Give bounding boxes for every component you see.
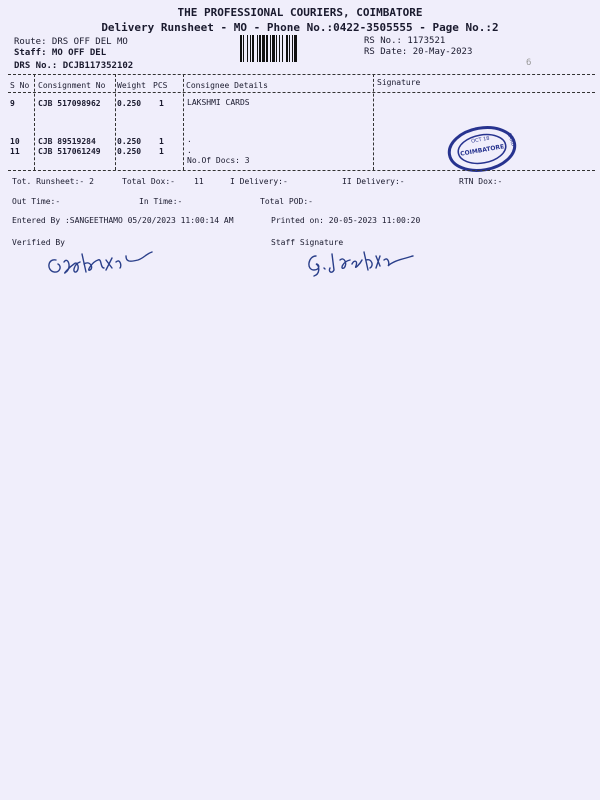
table-cell-consignment: CJB 517061249 [38, 147, 101, 156]
total-pod: Total POD:- [260, 197, 313, 206]
entered-by: Entered By :SANGEETHAMO 05/20/2023 11:00:14 AM [12, 216, 234, 225]
i-delivery: I Delivery:- [230, 177, 288, 186]
table-cell-consignee: . [187, 146, 192, 155]
table-cell-consignment: CJB 517098962 [38, 99, 101, 108]
col-header-pcs: PCS [153, 81, 168, 90]
table-cell-doc-count: No.Of Docs: 3 [187, 156, 250, 165]
svg-text:OCT 18: OCT 18 [470, 135, 491, 145]
route-label: Route: DRS OFF DEL MO [14, 37, 128, 47]
table-cell-sno: 10 [10, 137, 20, 146]
table-cell-consignee: . [187, 135, 192, 144]
col-divider [115, 74, 116, 170]
rubber-stamp [445, 125, 519, 173]
table-cell-consignment: CJB 89519284 [38, 137, 96, 146]
table-header-rule [8, 92, 595, 93]
staff-label: Staff: MO OFF DEL [14, 48, 107, 58]
rtn-dox: RTN Dox:- [459, 177, 503, 186]
printed-on: Printed on: 20-05-2023 11:00:20 [271, 216, 421, 225]
total-dox-value: 11 [194, 177, 204, 186]
table-cell-weight: 0.250 [117, 99, 142, 108]
corner-pencil-mark: 6 [526, 58, 532, 68]
col-header-signature: Signature [377, 78, 421, 87]
col-header-consignee: Consignee Details [186, 81, 268, 90]
col-divider [34, 74, 35, 170]
col-divider [183, 74, 184, 170]
col-header-sno: S No [10, 81, 30, 90]
runsheet-subtitle: Delivery Runsheet - MO - Phone No.:0422-3505555 - Page No.:2 [101, 21, 499, 34]
table-bottom-rule [8, 170, 595, 171]
rs-date: RS Date: 20-May-2023 [364, 47, 473, 57]
col-header-consignment: Consignment No [38, 81, 106, 90]
table-cell-pcs: 1 [159, 147, 164, 156]
drs-number: DRS No.: DCJB117352102 [14, 61, 134, 71]
table-cell-weight: 0.250 [117, 147, 142, 156]
table-cell-weight: 0.250 [117, 137, 142, 146]
table-top-rule [8, 74, 595, 75]
staff-signature-label: Staff Signature [271, 238, 344, 247]
verifier-signature [42, 246, 154, 280]
col-header-weight: Weight [117, 81, 146, 90]
col-divider [373, 74, 374, 170]
table-cell-pcs: 1 [159, 137, 164, 146]
barcode [240, 35, 358, 62]
tot-runsheet: Tot. Runsheet:- 2 [12, 177, 94, 186]
total-dox-label: Total Dox:- [122, 177, 175, 186]
company-title: THE PROFESSIONAL COURIERS, COIMBATORE [177, 6, 423, 19]
table-cell-sno: 11 [10, 147, 20, 156]
ii-delivery: II Delivery:- [342, 177, 405, 186]
in-time: In Time:- [139, 197, 183, 206]
svg-text:COIMBATORE: COIMBATORE [459, 143, 505, 158]
out-time: Out Time:- [12, 197, 61, 206]
staff-signature [302, 242, 414, 278]
rs-number: RS No.: 1173521 [364, 36, 446, 46]
table-cell-pcs: 1 [159, 99, 164, 108]
table-cell-consignee: LAKSHMI CARDS [187, 98, 250, 107]
table-cell-sno: 9 [10, 99, 15, 108]
svg-text:CARD: CARD [505, 131, 517, 148]
verified-by-label: Verified By [12, 238, 65, 247]
